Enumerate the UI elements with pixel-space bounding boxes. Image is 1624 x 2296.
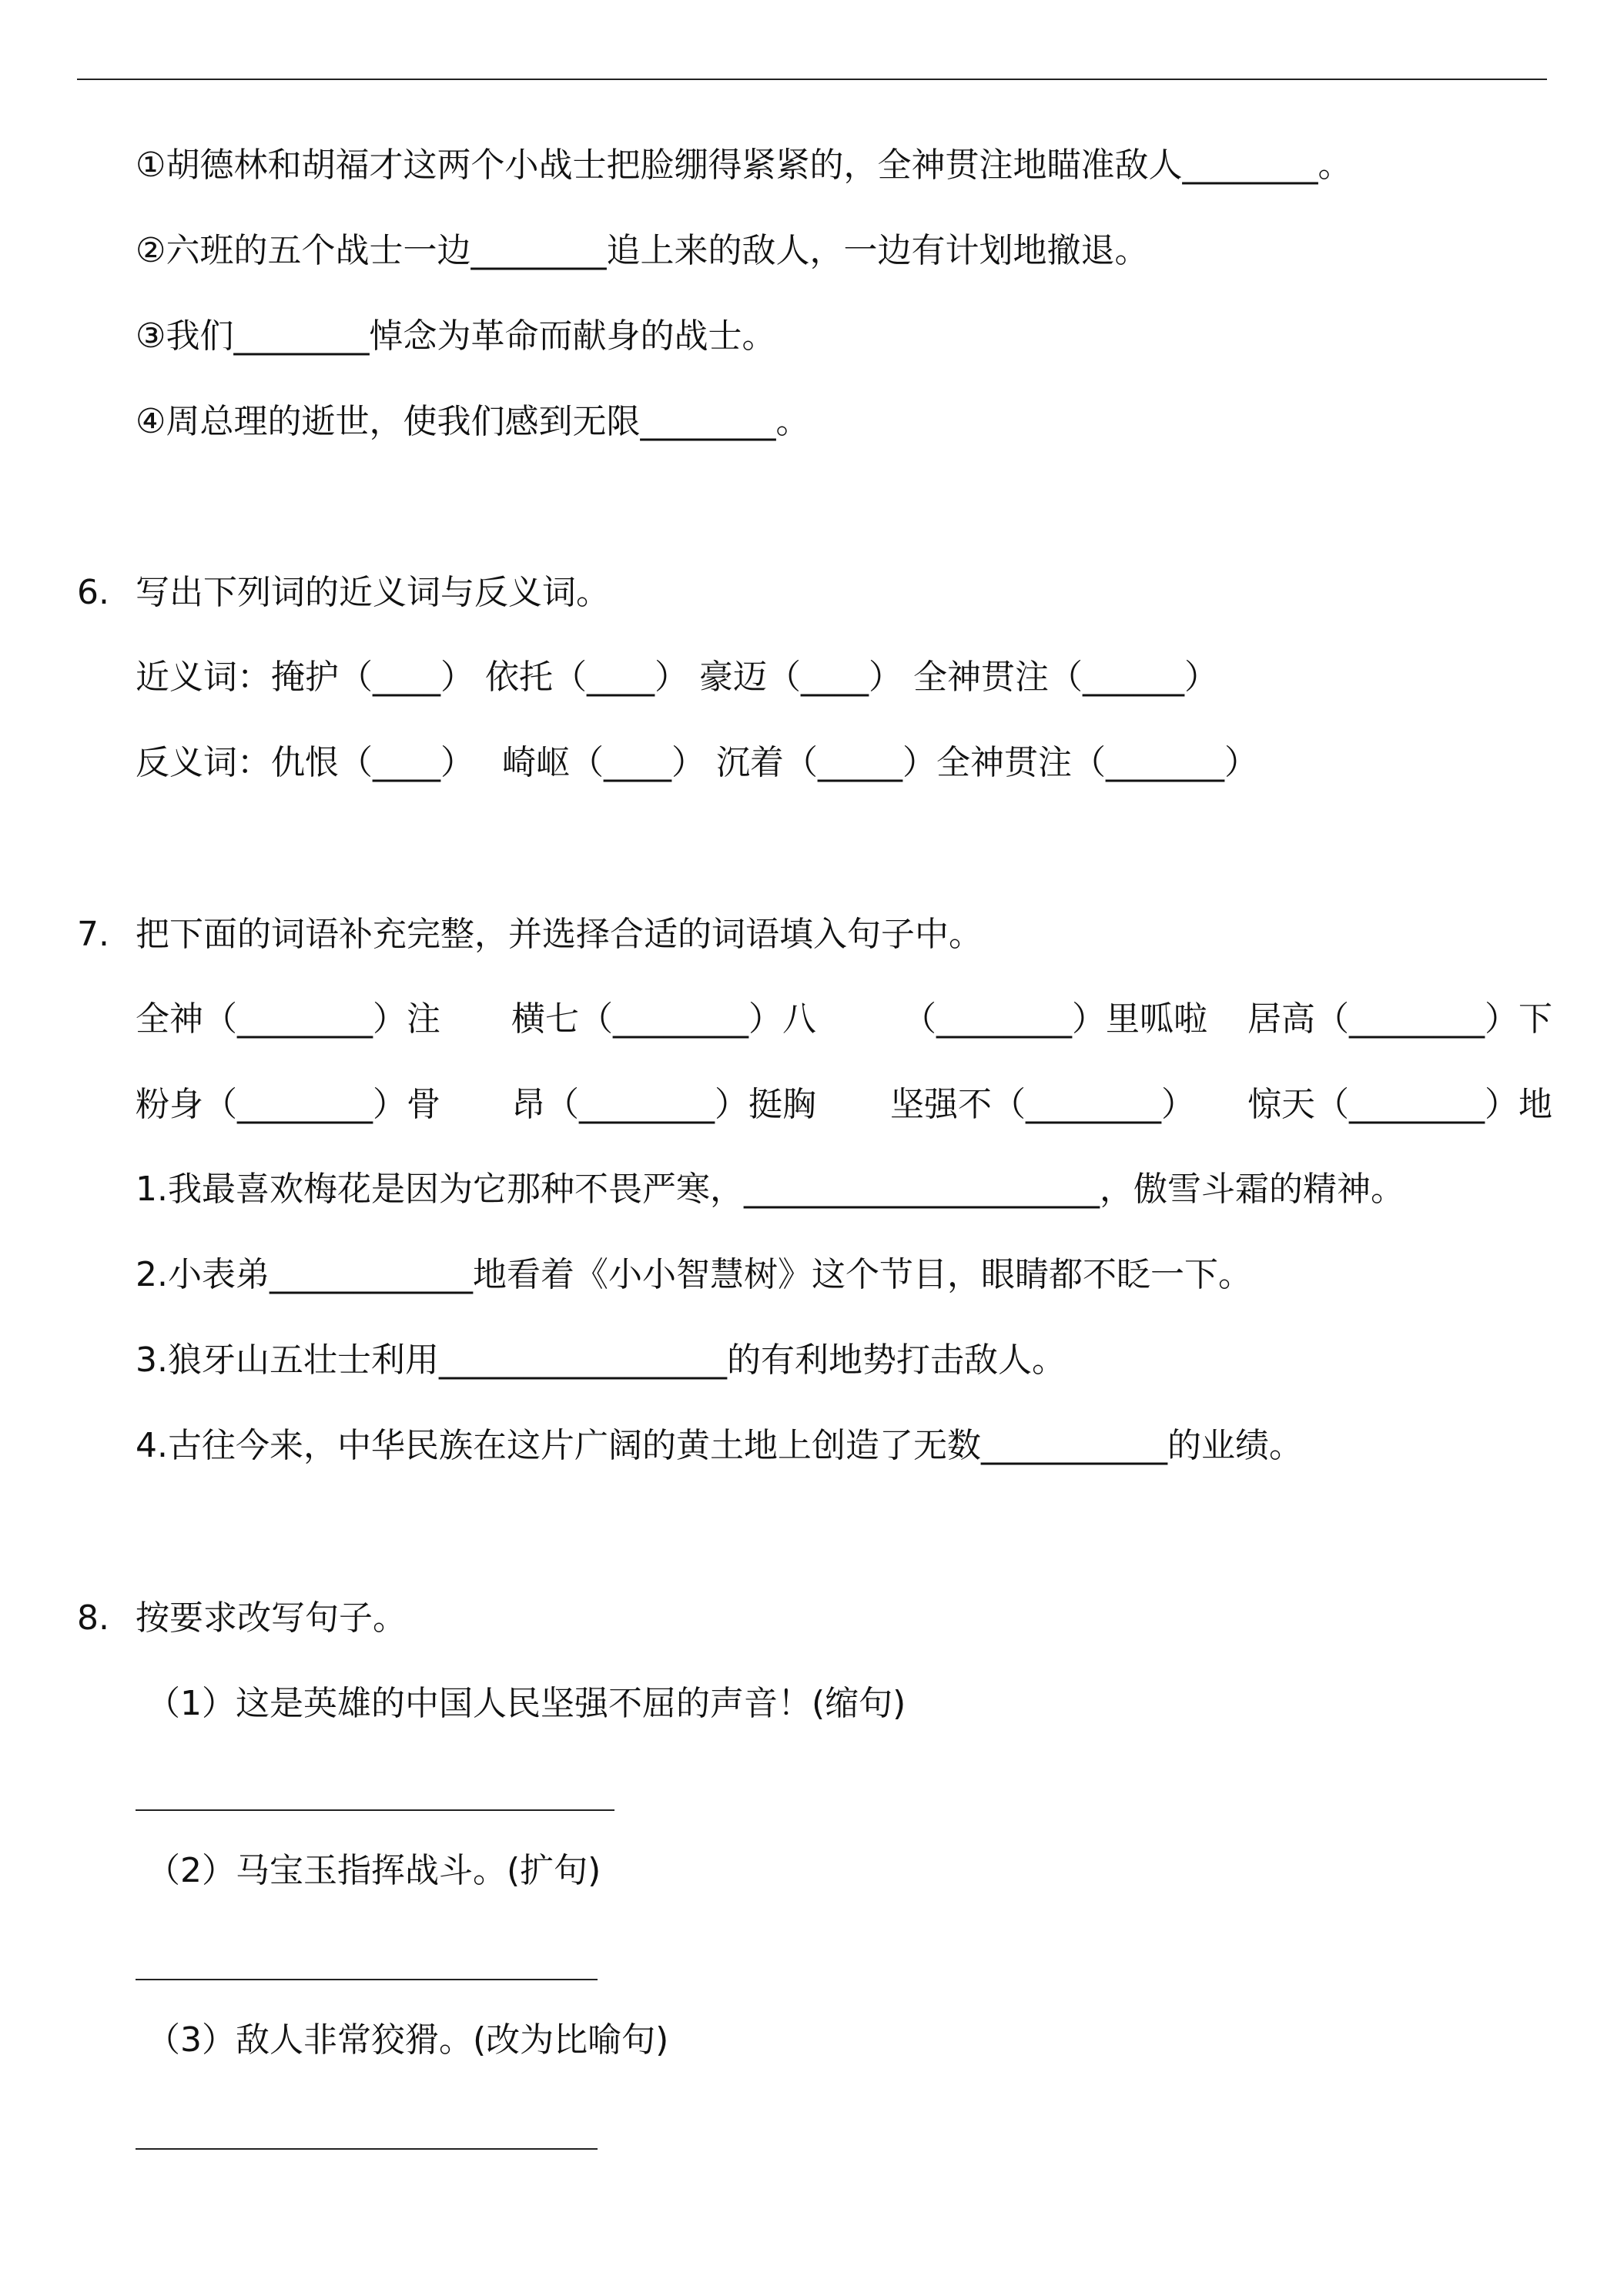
rewrite-item-1: （1）这是英雄的中国人民坚强不屈的声音！(缩句) xyxy=(146,1684,906,1723)
answer-line-2 xyxy=(136,1979,598,1980)
sentence-4: 4.古往今来，中华民族在这片广阔的黄土地上创造了无数___________的业绩。 xyxy=(136,1426,1303,1465)
question-8-number: 8. xyxy=(77,1598,109,1638)
antonyms-line: 反义词：仇恨（____） 崎岖（____） 沉着（_____）全神贯注（_______） xyxy=(136,743,1258,782)
word-blank: 横七（________）八 xyxy=(511,999,816,1039)
answer-line-3 xyxy=(136,2148,598,2150)
question-7-number: 7. xyxy=(77,915,109,954)
fill-line-2: ②六班的五个战士一边________追上来的敌人，一边有计划地撤退。 xyxy=(136,231,1149,270)
rewrite-item-2: （2）马宝玉指挥战斗。(扩句) xyxy=(146,1851,601,1890)
word-blank: （________）里呱啦 xyxy=(902,999,1207,1039)
answer-line-1 xyxy=(136,1809,614,1811)
question-6-title: 写出下列词的近义词与反义词。 xyxy=(136,573,610,612)
header-rule xyxy=(77,79,1547,80)
fill-line-4: ④周总理的逝世，使我们感到无限________。 xyxy=(136,402,810,441)
sentence-3: 3.狼牙山五壮士利用_________________的有利地势打击敌人。 xyxy=(136,1340,1066,1380)
word-blank: 坚强不（________） xyxy=(890,1085,1195,1124)
fill-line-3: ③我们________悼念为革命而献身的战士。 xyxy=(136,316,776,356)
question-7-title: 把下面的词语补充完整，并选择合适的词语填入句子中。 xyxy=(136,915,983,954)
fill-line-1: ①胡德林和胡福才这两个小战士把脸绷得紧紧的，全神贯注地瞄准敌人________。 xyxy=(136,146,1352,185)
question-8-title: 按要求改写句子。 xyxy=(136,1598,407,1638)
word-blank: 粉身（________）骨 xyxy=(136,1085,440,1124)
word-blank: 惊天（________）地 xyxy=(1247,1085,1552,1124)
sentence-1: 1.我最喜欢梅花是因为它那种不畏严寒，_____________________，傲雪斗霜的精神。 xyxy=(136,1170,1405,1209)
sentence-2: 2.小表弟____________地看着《小小智慧树》这个节目，眼睛都不眨一下。 xyxy=(136,1255,1252,1294)
question-6-number: 6. xyxy=(77,573,109,612)
word-blank: 全神（________）注 xyxy=(136,999,440,1039)
rewrite-item-3: （3）敌人非常狡猾。(改为比喻句) xyxy=(146,2020,669,2060)
synonyms-line: 近义词：掩护（____） 依托（____） 豪迈（____） 全神贯注（______） xyxy=(136,658,1218,697)
word-blank: 居高（________）下 xyxy=(1247,999,1552,1039)
word-blank: 昂（________）挺胸 xyxy=(511,1085,816,1124)
